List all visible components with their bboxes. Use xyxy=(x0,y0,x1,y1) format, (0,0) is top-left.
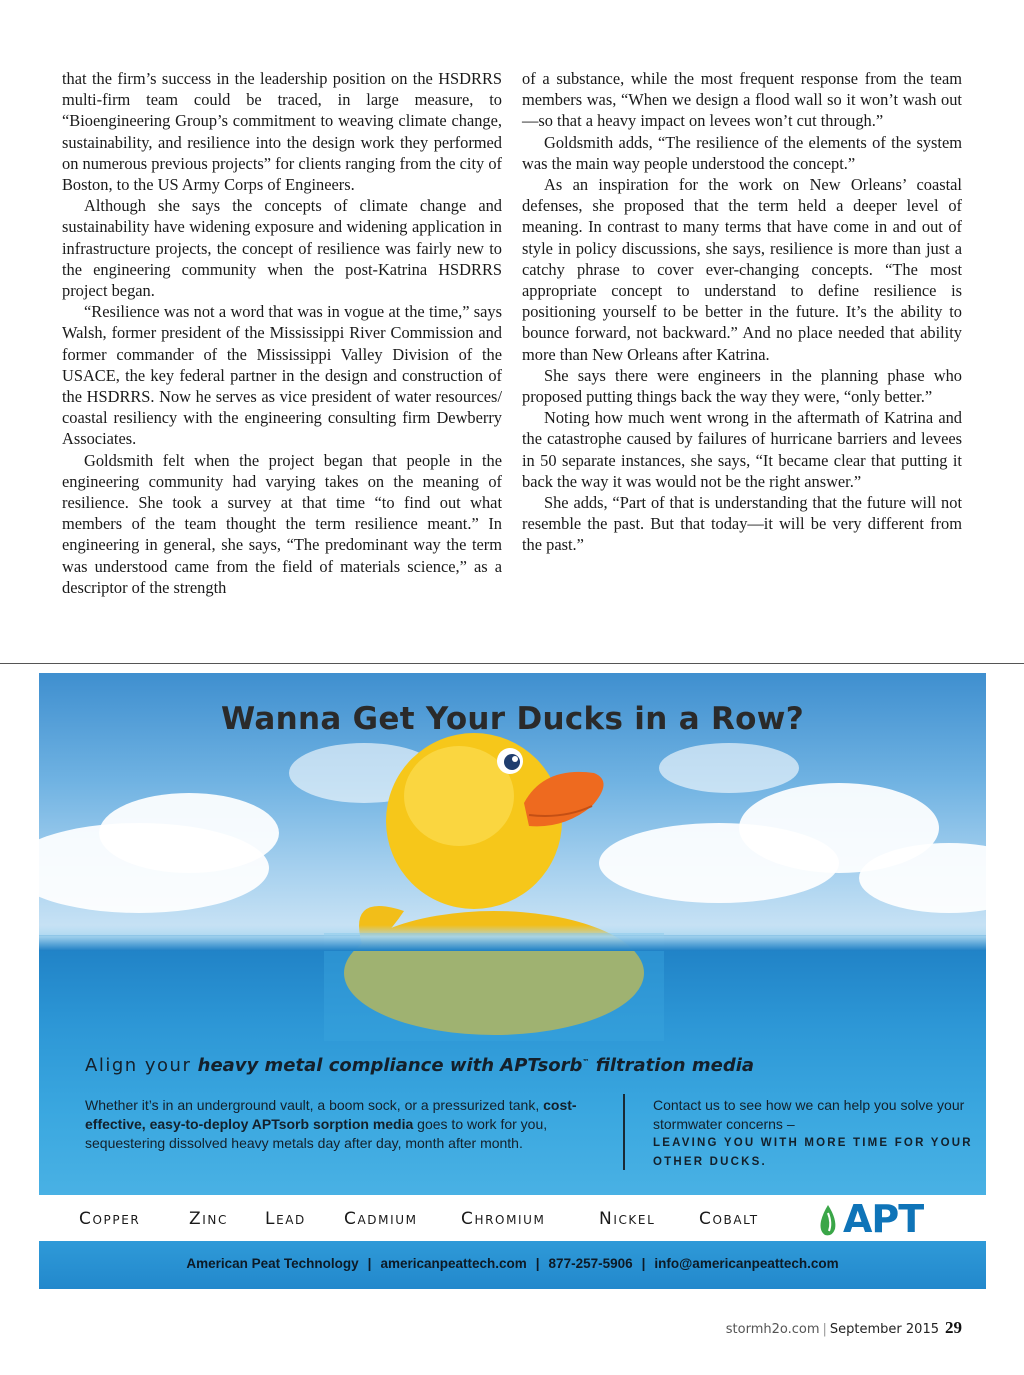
paragraph: Although she says the concepts of climate change and sustainability have widening exposure and widening application in infrastructure projects, the concept of resilience was fairly new to the engineering community when the post-Katrina HSDRRS project began. xyxy=(62,196,502,301)
metal-label: Nickel xyxy=(599,1209,656,1229)
paragraph: Noting how much went wrong in the aftermath of Katrina and the catastrophe caused by failures of hurricane barriers and levees in 50 separate instances, she says, “It became clear that putting it back the way it was would not be the right answer.” xyxy=(522,408,962,491)
page-number: 29 xyxy=(945,1318,962,1337)
issue-date: September 2015 xyxy=(829,1322,939,1337)
paragraph: that the firm’s success in the leadership position on the HSDRRS multi-firm team could be traced, in large measure, to “Bioengineering Group’s commitment to weaving climate change, sustainability, and resilience into the design work they performed on numerous previous projects” for clients ranging from the city of Boston, to the US Army Corps of Engineers. xyxy=(62,69,502,195)
page-footer: stormh2o.com | September 2015 29 xyxy=(725,1318,962,1337)
article-column-left xyxy=(62,68,502,598)
metal-label: Copper xyxy=(79,1209,141,1229)
ad-contact-callout: Contact us to see how we can help you solve your stormwater concerns – LEAVING YOU WITH MORE TIME FOR YOUR OTHER DUCKS. xyxy=(653,1097,973,1168)
ad-text-divider xyxy=(623,1094,625,1170)
leaf-drop-icon xyxy=(817,1203,839,1239)
ad-tagline: Align your heavy metal compliance with APTsorb™ filtration media xyxy=(85,1055,755,1076)
company-name: American Peat Technology xyxy=(186,1256,359,1271)
water-surface xyxy=(39,925,986,951)
paragraph: Goldsmith adds, “The resilience of the elements of the system was the main way people understood the concept.” xyxy=(522,132,962,173)
paragraph: “Resilience was not a word that was in vogue at the time,” says Walsh, former president of the Mississippi River Commission and former commander of the Mississippi Valley Division of the USACE, the key federal partner in the design and construction of the HSDRRS. Now he serves as vice president of water resources/ coastal resiliency with the engineering consulting firm Dewberry Associates. xyxy=(62,302,502,449)
article-column-right xyxy=(522,68,962,556)
email-link[interactable]: info@americanpeattech.com xyxy=(654,1256,839,1271)
website-link[interactable]: americanpeattech.com xyxy=(380,1256,527,1271)
apt-logo[interactable]: APT xyxy=(821,1197,923,1241)
contact-line: American Peat Technology | americanpeattech.com | 877-257-5906 | info@americanpeattech.com xyxy=(186,1256,839,1271)
ad-contact-bar xyxy=(39,1241,986,1289)
metals-band xyxy=(39,1195,986,1241)
phone-number[interactable]: 877-257-5906 xyxy=(548,1256,633,1271)
advertisement[interactable] xyxy=(39,673,986,1289)
section-divider xyxy=(0,663,1024,664)
metal-label: Lead xyxy=(265,1209,306,1229)
site-url[interactable]: stormh2o.com xyxy=(725,1322,820,1337)
metal-label: Cobalt xyxy=(699,1209,759,1229)
metal-label: Cadmium xyxy=(344,1209,418,1229)
paragraph: She says there were engineers in the planning phase who proposed putting things back the way they were, “only better.” xyxy=(522,365,962,407)
paragraph: Goldsmith felt when the project began that people in the engineering community had varying takes on the meaning of resilience. She took a survey at that time “to find out what members of the team thought the term resilience meant.” In engineering in general, she says, “The predominant way the term was understood came from the field of materials science,” as a descriptor of the strength xyxy=(62,450,502,597)
paragraph: She adds, “Part of that is understanding that the future will not resemble the past. But that today—it will be very different from the past.” xyxy=(522,493,962,555)
metal-label: Chromium xyxy=(461,1209,546,1229)
paragraph: of a substance, while the most frequent response from the team members was, “When we design a flood wall so it won’t wash out—so that a heavy impact on levees won’t cut through.” xyxy=(522,69,962,131)
metal-label: Zinc xyxy=(189,1209,228,1229)
ad-headline: Wanna Get Your Ducks in a Row? xyxy=(220,701,804,737)
ad-body-text: Whether it’s in an underground vault, a boom sock, or a pressurized tank, cost-effective, easy-to-deploy APTsorb sorption media goes to work for you, sequestering dissolved heavy metals day after day, month after month. xyxy=(85,1097,577,1151)
paragraph: As an inspiration for the work on New Orleans’ coastal defenses, she proposed that the term held a deeper level of meaning. In contrast to many terms that have come in and out of style in policy discussions, she says, resilience is more than just a catchy phrase to cover ever-changing concepts. “The most appropriate concept to understand to define resilience is positioning yourself to be better in the future. It’s the ability to bounce forward, not backward.” And no place needed that ability more than New Orleans after Katrina. xyxy=(522,175,962,364)
rubber-duck-image xyxy=(324,711,664,1041)
